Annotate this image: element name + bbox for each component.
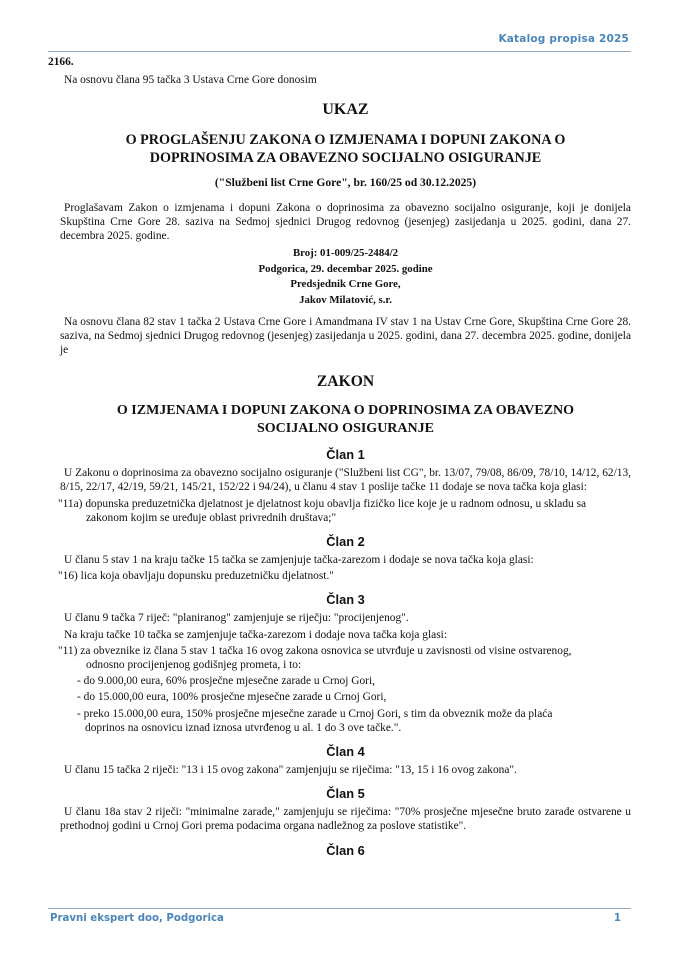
page-number: 1 — [613, 913, 621, 924]
article-3-bullet-3: - preko 15.000,00 eura, 150% prosječne mjesečne zarade u Crnoj Gori, s tim da obveznik može da plaća — [77, 707, 553, 720]
article-4-heading: Član 4 — [326, 744, 365, 760]
footer-publisher: Pravni ekspert doo, Podgorica — [50, 913, 224, 924]
zakon-heading: ZAKON — [316, 373, 375, 391]
regulation-number: 2166. — [48, 56, 74, 68]
article-3-bullet-2: - do 15.000,00 eura, 100% prosječne mjesečne zarade u Crnoj Gori, — [77, 691, 387, 704]
place-date: Podgorica, 29. decembar 2025. godine — [258, 262, 433, 275]
page-header — [48, 33, 631, 52]
article-3-quote-cont: odnosno procijenjenog godišnjeg prometa, i to: — [86, 659, 302, 672]
article-3-quote: "11) za obveznike iz člana 5 stav 1 tačka 16 ovog zakona osnovica se utvrđuje u zavisnosti od visine ostvarenog, — [58, 644, 572, 657]
article-1-heading: Član 1 — [326, 447, 365, 463]
legal-basis-text: Na osnovu člana 82 stav 1 tačka 2 Ustava Crne Gore i Amandmana IV stav 1 na Ustav Crne Gore, Skupština Crne Gore 28. saziva, na Sedmoj sjednici Drugog redovnog (jesenjeg) zasijedanja u 2025. godini, dana 27. decembra 2025. godine, donijela je — [60, 315, 631, 356]
ukaz-heading: UKAZ — [322, 101, 369, 119]
ukaz-title: O PROGLAŠENJU ZAKONA O IZMJENAMA I DOPUNI ZAKONA O DOPRINOSIMA ZA OBAVEZNO SOCIJALNO OSIGURANJE — [125, 132, 566, 167]
article-2-text: U članu 5 stav 1 na kraju tačke 15 tačka se zamjenjuje tačka-zarezom i dodaje se nova tačka koja glasi: — [64, 554, 534, 567]
article-2-quote: "16) lica koja obavljaju dopunsku preduzetničku djelatnost." — [58, 570, 334, 583]
article-6-heading: Član 6 — [326, 842, 365, 858]
article-1-quote-cont: zakonom kojim se uređuje oblast privrednih društava;" — [86, 511, 337, 524]
intro-text: Na osnovu člana 95 tačka 3 Ustava Crne Gore donosim — [64, 74, 317, 87]
article-3-bullet-1: - do 9.000,00 eura, 60% prosječne mjesečne zarade u Crnoj Gori, — [77, 675, 375, 688]
article-2-heading: Član 2 — [326, 534, 365, 550]
proclamation-text: Proglašavam Zakon o izmjenama i dopuni Zakona o doprinosima za obavezno socijalno osiguranje, koji je donijela Skupština Crne Gore 28. saziva na Sedmoj sjednici Drugog redovnog (jesenjeg) zasijedanja u 2025. godini, dana 27. decembra 2025. godine. — [60, 201, 631, 243]
gazette-reference: ("Službeni list Crne Gore", br. 160/25 od 30.12.2025) — [214, 176, 477, 190]
article-3-heading: Član 3 — [326, 592, 365, 608]
article-3-bullet-3-cont: doprinos na osnovicu iznad iznosa utvrđenog u al. 1 do 3 ove tačke.". — [85, 721, 402, 734]
article-4-text: U članu 15 tačka 2 riječi: "13 i 15 ovog zakona" zamjenjuju se riječima: "13, 15 i 16 ovog zakona". — [64, 764, 517, 777]
decree-number: Broj: 01-009/25-2484/2 — [292, 247, 399, 260]
page-footer — [48, 908, 631, 924]
header-title: Katalog propisa 2025 — [498, 33, 629, 45]
document-body — [48, 55, 631, 862]
zakon-title: O IZMJENAMA I DOPUNI ZAKONA O DOPRINOSIMA ZA OBAVEZNO SOCIJALNO OSIGURANJE — [116, 403, 575, 437]
president-name: Jakov Milatović, s.r. — [299, 294, 392, 306]
article-3-text-2: Na kraju tačke 10 tačka se zamjenjuje tačka-zarezom i dodaje nova tačka koja glasi: — [64, 628, 447, 641]
article-1-text: U Zakonu o doprinosima za obavezno socijalno osiguranje ("Službeni list CG", br. 13/07, 79/08, 86/09, 78/10, 14/12, 62/13, 8/15, 22/17, 42/19, 59/21, 145/21, 152/22 i 94/24), u članu 4 stav 1 poslije tačke 11 dodaje se nova tačka koja glasi: — [60, 467, 631, 494]
president-title: Predsjednik Crne Gore, — [290, 278, 401, 291]
article-5-text: U članu 18a stav 2 riječi: "minimalne zarade," zamjenjuju se riječima: "70% prosječne mjesečne bruto zarade ostvarene u prethodnoj godini u Crnoj Gori prema podacima organa nadležnog za poslove statistike". — [60, 806, 631, 833]
article-1-quote: "11a) dopunska preduzetnička djelatnost je djelatnost koju obavlja fizičko lice koje je u radnom odnosu, u skladu sa — [58, 497, 587, 510]
article-5-heading: Član 5 — [326, 786, 365, 802]
article-3-text-1: U članu 9 tačka 7 riječ: "planiranog" zamjenjuje se riječju: "procijenjenog". — [64, 612, 409, 625]
